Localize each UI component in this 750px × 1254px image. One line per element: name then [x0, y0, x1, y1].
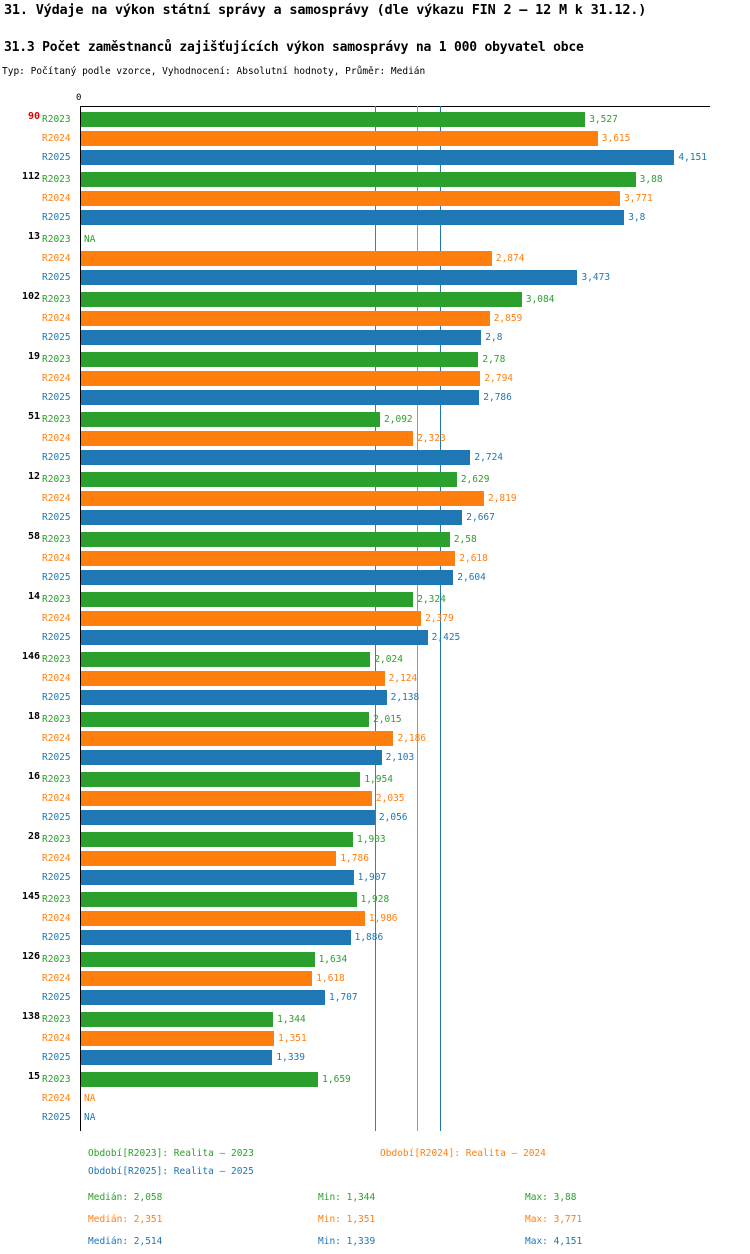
bar[interactable]	[81, 412, 380, 427]
bar[interactable]	[81, 570, 453, 585]
series-row-label: R2025	[42, 752, 71, 763]
bar[interactable]	[81, 1072, 318, 1087]
bar-value-label: 1,928	[360, 894, 390, 905]
bar[interactable]	[81, 510, 462, 525]
bar[interactable]	[81, 892, 357, 907]
bar[interactable]	[81, 671, 385, 686]
bar-value-label: 1,659	[322, 1074, 351, 1085]
bar-value-label: 1,344	[277, 1014, 306, 1025]
median-2024: Medián: 2,351	[88, 1214, 163, 1225]
series-row-label: R2023	[42, 774, 71, 785]
bar-value-label: 3,473	[581, 272, 611, 283]
bar[interactable]	[81, 210, 624, 225]
bar[interactable]	[81, 930, 351, 945]
series-row-label: R2024	[42, 493, 71, 504]
bar[interactable]	[81, 131, 598, 146]
series-row-label: R2024	[42, 973, 71, 984]
bar-value-label: 2,103	[385, 752, 415, 763]
bar-value-label: 2,035	[375, 793, 405, 804]
bar[interactable]	[81, 611, 421, 626]
bar[interactable]	[81, 191, 620, 206]
bar-value-label: 1,903	[357, 834, 386, 845]
bar[interactable]	[81, 431, 413, 446]
bar-value-label: 2,58	[453, 534, 477, 545]
bar-value-label: 3,771	[624, 193, 653, 204]
bar-value-label: 2,056	[378, 812, 408, 823]
bar-value-label: 2,819	[487, 493, 517, 504]
bar-value-label: 2,324	[417, 594, 446, 605]
group-label: 90	[27, 111, 40, 122]
bar-value-label: 2,323	[417, 433, 446, 444]
bar[interactable]	[81, 472, 457, 487]
max-2024: Max: 3,771	[525, 1214, 583, 1225]
group-label: 51	[27, 411, 40, 422]
bar[interactable]	[81, 810, 375, 825]
series-row-label: R2025	[42, 1052, 71, 1063]
group-label: 13	[27, 231, 40, 242]
series-row-label: R2023	[42, 414, 71, 425]
series-row-label: R2025	[42, 872, 71, 883]
max-2025: Max: 4,151	[525, 1236, 583, 1247]
bar[interactable]	[81, 270, 577, 285]
bar-value-label: 2,794	[484, 373, 514, 384]
page-title: 31. Výdaje na výkon státní správy a samosprávy (dle výkazu FIN 2 – 12 M k 31.12.)	[4, 2, 647, 18]
bar[interactable]	[81, 330, 481, 345]
chart-params: Typ: Počítaný podle vzorce, Vyhodnocení: Absolutní hodnoty, Průměr: Medián	[2, 66, 426, 77]
series-row-label: R2025	[42, 812, 71, 823]
bar[interactable]	[81, 390, 479, 405]
series-row-label: R2024	[42, 313, 71, 324]
bar[interactable]	[81, 652, 370, 667]
series-row-label: R2024	[42, 193, 71, 204]
median-2025: Medián: 2,514	[88, 1236, 163, 1247]
bar-value-label: 3,527	[589, 114, 618, 125]
min-2025: Min: 1,339	[318, 1236, 376, 1247]
group-label: 14	[27, 591, 40, 602]
series-row-label: R2024	[42, 253, 71, 264]
bar-value-label: 2,138	[390, 692, 420, 703]
series-row-label: R2023	[42, 834, 71, 845]
series-row-label: R2025	[42, 212, 71, 223]
series-row-label: R2023	[42, 294, 71, 305]
series-row-label: R2024	[42, 1093, 71, 1104]
bar-value-label: 3,084	[525, 294, 555, 305]
bar-value-label: 1,954	[364, 774, 393, 785]
series-row-label: R2024	[42, 373, 71, 384]
bar-value-label: 2,618	[459, 553, 488, 564]
group-label: 12	[27, 471, 40, 482]
series-row-label: R2023	[42, 174, 71, 185]
bar-value-label: 1,786	[340, 853, 369, 864]
bar[interactable]	[81, 971, 312, 986]
bar-value-label: 2,8	[485, 332, 503, 343]
legend-item-2024: Období[R2024]: Realita – 2024	[380, 1148, 546, 1159]
bar[interactable]	[81, 112, 585, 127]
min-2024: Min: 1,351	[318, 1214, 376, 1225]
bar-value-label: 1,986	[368, 913, 398, 924]
group-label: 112	[21, 171, 40, 182]
bar-value-na: NA	[84, 1112, 96, 1123]
group-label: 28	[27, 831, 40, 842]
bar-value-label: 2,024	[374, 654, 403, 665]
group-label: 18	[27, 711, 40, 722]
legend-item-2025: Období[R2025]: Realita – 2025	[88, 1166, 254, 1177]
x-axis-zero-label: 0	[76, 93, 82, 103]
bar-value-label: 1,351	[278, 1033, 307, 1044]
series-row-label: R2024	[42, 553, 71, 564]
bar[interactable]	[81, 292, 522, 307]
series-row-label: R2024	[42, 853, 71, 864]
bar[interactable]	[81, 311, 490, 326]
bar-value-label: 1,907	[357, 872, 387, 883]
series-row-label: R2025	[42, 452, 71, 463]
bar-value-label: 2,092	[384, 414, 413, 425]
bar-value-label: 1,707	[329, 992, 358, 1003]
bar[interactable]	[81, 772, 360, 787]
bar[interactable]	[81, 551, 455, 566]
series-row-label: R2023	[42, 1074, 71, 1085]
bar[interactable]	[81, 352, 478, 367]
bar[interactable]	[81, 150, 674, 165]
bar[interactable]	[81, 952, 315, 967]
bar[interactable]	[81, 630, 428, 645]
series-row-label: R2023	[42, 654, 71, 665]
bar-value-na: NA	[84, 1093, 96, 1104]
bar[interactable]	[81, 791, 372, 806]
series-row-label: R2023	[42, 234, 71, 245]
legend-item-2023: Období[R2023]: Realita – 2023	[88, 1148, 254, 1159]
series-row-label: R2025	[42, 392, 71, 403]
series-row-label: R2025	[42, 272, 71, 283]
bar-value-label: 2,379	[425, 613, 454, 624]
max-2023: Max: 3,88	[525, 1192, 577, 1203]
series-row-label: R2025	[42, 152, 71, 163]
bar[interactable]	[81, 592, 413, 607]
series-row-label: R2023	[42, 594, 71, 605]
series-row-label: R2025	[42, 572, 71, 583]
bar[interactable]	[81, 832, 353, 847]
bar-value-label: 2,629	[460, 474, 490, 485]
group-label: 102	[21, 291, 40, 302]
min-2023: Min: 1,344	[318, 1192, 376, 1203]
series-row-label: R2023	[42, 534, 71, 545]
bar[interactable]	[81, 1050, 272, 1065]
bar[interactable]	[81, 251, 492, 266]
series-row-label: R2023	[42, 114, 71, 125]
bar-value-label: 2,124	[388, 673, 418, 684]
bar-value-label: 3,88	[639, 174, 663, 185]
bar-value-label: 2,724	[474, 452, 504, 463]
group-label: 58	[27, 531, 40, 542]
bar-value-label: 2,667	[466, 512, 495, 523]
bar-value-label: 2,78	[482, 354, 506, 365]
series-row-label: R2025	[42, 692, 71, 703]
bar[interactable]	[81, 491, 484, 506]
series-row-label: R2025	[42, 632, 71, 643]
bar-value-label: 1,634	[318, 954, 348, 965]
series-row-label: R2024	[42, 433, 71, 444]
bar[interactable]	[81, 1012, 273, 1027]
series-row-label: R2025	[42, 332, 71, 343]
bar-value-label: 2,874	[495, 253, 525, 264]
bar-value-label: 4,151	[678, 152, 707, 163]
bar-value-label: 2,015	[373, 714, 402, 725]
series-row-label: R2025	[42, 992, 71, 1003]
bar[interactable]	[81, 911, 365, 926]
series-row-label: R2025	[42, 512, 71, 523]
group-label: 15	[27, 1071, 40, 1082]
bar[interactable]	[81, 371, 480, 386]
bar-value-label: 1,886	[354, 932, 384, 943]
bar[interactable]	[81, 532, 450, 547]
group-label: 145	[21, 891, 40, 902]
bar-value-label: 1,339	[276, 1052, 306, 1063]
bar[interactable]	[81, 172, 636, 187]
plot-top-border	[80, 106, 710, 107]
bar-value-label: 1,618	[316, 973, 345, 984]
series-row-label: R2024	[42, 913, 71, 924]
group-label: 16	[27, 771, 40, 782]
group-label: 146	[21, 651, 40, 662]
bar-value-label: 2,186	[397, 733, 427, 744]
bar[interactable]	[81, 1031, 274, 1046]
group-label: 138	[21, 1011, 40, 1022]
series-row-label: R2025	[42, 1112, 71, 1123]
series-row-label: R2023	[42, 1014, 71, 1025]
series-row-label: R2024	[42, 613, 71, 624]
bar[interactable]	[81, 990, 325, 1005]
bar-value-label: 3,615	[601, 133, 631, 144]
series-row-label: R2025	[42, 932, 71, 943]
bar-value-label: 2,425	[431, 632, 461, 643]
series-row-label: R2024	[42, 733, 71, 744]
group-label: 126	[21, 951, 40, 962]
bar-value-label: 3,8	[628, 212, 646, 223]
series-row-label: R2023	[42, 354, 71, 365]
bar[interactable]	[81, 712, 369, 727]
bar[interactable]	[81, 750, 382, 765]
group-label: 19	[27, 351, 40, 362]
bar-value-label: 2,604	[457, 572, 486, 583]
series-row-label: R2024	[42, 133, 71, 144]
bar-value-na: NA	[84, 234, 96, 245]
median-2023: Medián: 2,058	[88, 1192, 163, 1203]
bar[interactable]	[81, 870, 354, 885]
bar[interactable]	[81, 690, 387, 705]
bar-value-label: 2,786	[483, 392, 512, 403]
series-row-label: R2023	[42, 474, 71, 485]
series-row-label: R2024	[42, 1033, 71, 1044]
bar-value-label: 2,859	[493, 313, 523, 324]
series-row-label: R2023	[42, 714, 71, 725]
chart-title: 31.3 Počet zaměstnanců zajišťujících výkon samosprávy na 1 000 obyvatel obce	[4, 40, 584, 55]
bar[interactable]	[81, 450, 470, 465]
series-row-label: R2023	[42, 894, 71, 905]
bar[interactable]	[81, 851, 336, 866]
series-row-label: R2024	[42, 793, 71, 804]
series-row-label: R2024	[42, 673, 71, 684]
bar[interactable]	[81, 731, 393, 746]
series-row-label: R2023	[42, 954, 71, 965]
